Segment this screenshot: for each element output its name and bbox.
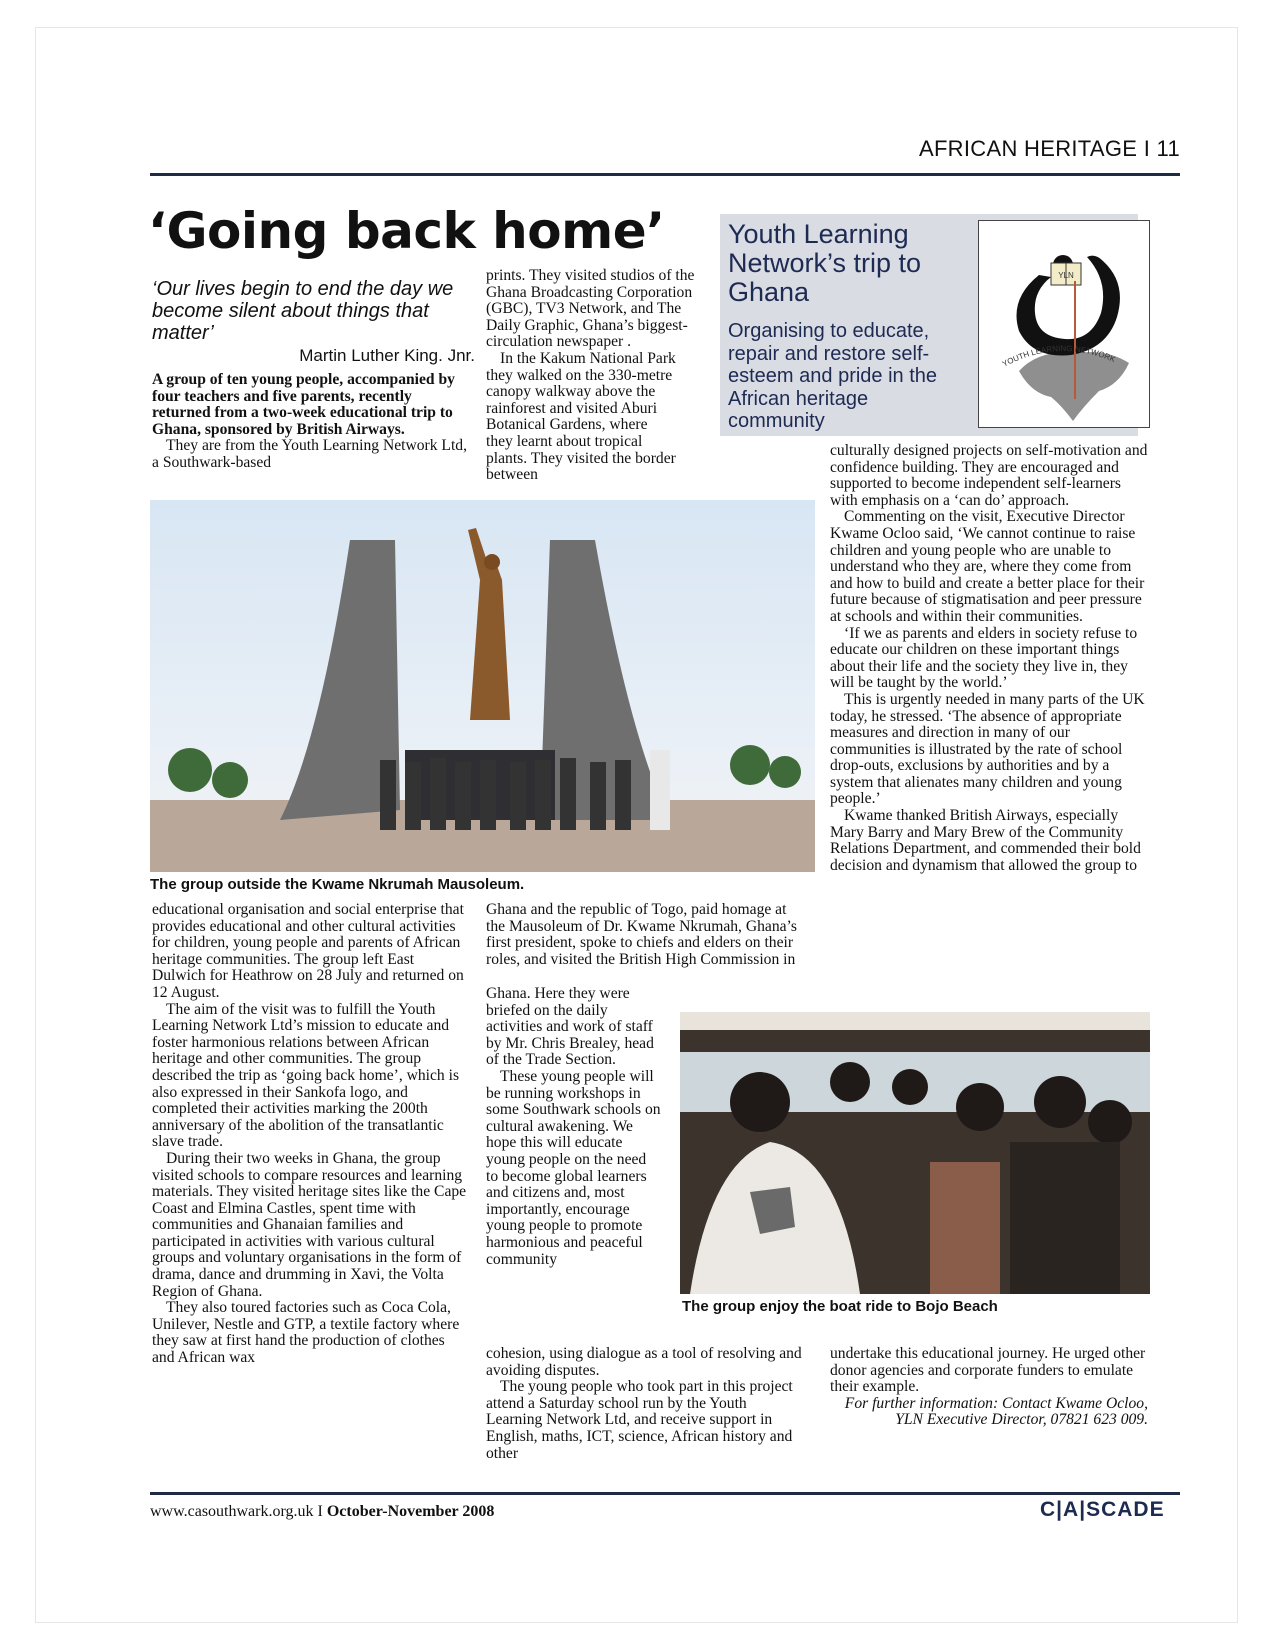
column-2-bottom: [486, 1346, 804, 1462]
paragraph: ‘If we as parents and elders in society refuse to educate our children on these important things about their life and the society they live in, they will be taught by the world.’: [830, 624, 1138, 692]
boat-caption: The group enjoy the boat ride to Bojo Beach: [682, 1298, 998, 1315]
boat-photo: [680, 1012, 1150, 1294]
paragraph: educational organisation and social enterprise that provides educational and other cultural activities for children, young people and parents of African heritage communities. The group left East Dulwich for Heathrow on 28 July and returned on 12 August.: [152, 901, 464, 1001]
footer-issue: October-November 2008: [326, 1503, 495, 1520]
header-rule: [150, 173, 1180, 176]
footer-website: www.casouthwark.org.uk: [150, 1503, 314, 1520]
paragraph: They also toured factories such as Coca Cola, Unilever, Nestle and GTP, a textile factory where they saw at first hand the production of clothes and African wax: [152, 1299, 460, 1367]
boat-image: [680, 1012, 1150, 1294]
sidebar-title: Youth Learning Network’s trip to Ghana: [728, 219, 922, 307]
mausoleum-caption: The group outside the Kwame Nkrumah Mausoleum.: [150, 876, 525, 893]
column-1-top: [152, 372, 470, 472]
paragraph: During their two weeks in Ghana, the group visited schools to compare resources and learning materials. They visited heritage sites like the Cape Coast and Elmina Castles, spent time with communities and Ghanaian families and participated in activities with various cultural groups and voluntary organisations in the form of drama, dance and drumming in Xavi, the Volta Region of Ghana.: [152, 1149, 467, 1300]
paragraph: Commenting on the visit, Executive Director Kwame Ocloo said, ‘We cannot continue to raise children and young people who are unable to understand who they are, where they come from and how to build and create a better place for their future because of stigmatisation and peer pressure at schools and within their communities.: [830, 508, 1145, 625]
paragraph: Kwame thanked British Airways, especially Mary Barry and Mary Brew of the Community Relations Department, and commended their bold decision and dynamism that allowed the group to: [830, 807, 1141, 874]
footer-separator: I: [317, 1503, 323, 1520]
column-3-bottom: [830, 1346, 1148, 1429]
header-separator: I: [1143, 136, 1151, 161]
mausoleum-image: [150, 500, 815, 872]
logo-ring-text: YOUTH LEARNING NETWORK: [1000, 343, 1117, 369]
epigraph-quote: ‘Our lives begin to end the day we become silent about things that matter’: [152, 278, 454, 344]
sankofa-bird-icon: [979, 221, 1149, 427]
section-name: AFRICAN HERITAGE: [918, 136, 1138, 161]
article-headline: ‘Going back home’: [148, 202, 665, 260]
contact-note: For further information: Contact Kwame Ocloo, YLN Executive Director, 07821 623 009.: [844, 1394, 1148, 1429]
logo-letters: YLN: [1058, 271, 1074, 280]
paragraph: prints. They visited studios of the Ghana Broadcasting Corporation (GBC), TV3 Network, and The Daily Graphic, Ghana’s biggest-circulation newspaper .: [486, 267, 695, 351]
paragraph: Ghana and the republic of Togo, paid homage at the Mausoleum of Dr. Kwame Nkrumah, Ghana’s first president, spoke to chiefs and elders on their roles, and visited the British High Commission in: [486, 901, 797, 968]
paragraph: They are from the Youth Learning Network Ltd, a Southwark-based: [152, 437, 467, 471]
paragraph: The young people who took part in this project attend a Saturday school run by the Youth Learning Network Ltd, and receive support in English, maths, ICT, science, African history and other: [486, 1378, 793, 1462]
mausoleum-photo: [150, 500, 815, 872]
epigraph-author: Martin Luther King. Jnr.: [299, 346, 475, 365]
paragraph: [486, 351, 676, 484]
footer-rule: [150, 1492, 1180, 1495]
paragraph-text: In the Kakum National Park they walked on the 330-metre canopy walkway above the rainforest and visited Aburi Botanical Gardens, where they learnt about tropical plants. They visited the border between: [486, 349, 676, 484]
footer-left: [150, 1503, 494, 1521]
paragraph: This is urgently needed in many parts of the UK today, he stressed. ‘The absence of appropriate measures and direction in many of our communities is illustrated by the rate of school drop-outs, exclusions by authorities and by a system that alienates many children and young people.’: [830, 690, 1145, 808]
paragraph: undertake this educational journey. He urged other donor agencies and corporate funders to emulate their example.: [830, 1345, 1146, 1396]
paragraph: These young people will be running workshops in some Southwark schools on cultural awakening. We hope this will educate young people on the need to become global learners and citizens and, most importantly, encourage young people to promote harmonious and peaceful community: [486, 1067, 661, 1268]
column-1-bottom: [152, 902, 470, 1367]
page-number: 11: [1156, 136, 1180, 161]
sankofa-logo: [978, 220, 1150, 428]
column-3: [830, 443, 1148, 874]
paragraph: cohesion, using dialogue as a tool of resolving and avoiding disputes.: [486, 1345, 802, 1379]
sidebar-subtitle: Organising to educate, repair and restore self-esteem and pride in the African heritage community: [728, 320, 938, 432]
paragraph: Ghana. Here they were briefed on the daily activities and work of staff by Mr. Chris Brealey, head of the Trade Section.: [486, 985, 654, 1069]
section-header: [860, 136, 1180, 162]
article-lede: A group of ten young people, accompanied by four teachers and five parents, recently returned from a two-week educational trip to Ghana, sponsored by British Airways.: [152, 371, 455, 438]
paragraph: culturally designed projects on self-motivation and confidence building. They are encouraged and supported to become independent self-learners with emphasis on a ‘can do’ approach.: [830, 442, 1148, 509]
paragraph: The aim of the visit was to fulfill the Youth Learning Network Ltd’s mission to educate and foster harmonious relations between African heritage and other communities. The group described the trip as ‘going back home’, which is also expressed in their Sankofa logo, and completed their activities marking the 200th anniversary of the abolition of the transatlantic slave trade.: [152, 1000, 460, 1151]
brand-logo: C|A|SCADE: [1040, 1498, 1165, 1521]
column-2-narrow: [486, 986, 661, 1268]
column-2-mid: [486, 902, 804, 968]
